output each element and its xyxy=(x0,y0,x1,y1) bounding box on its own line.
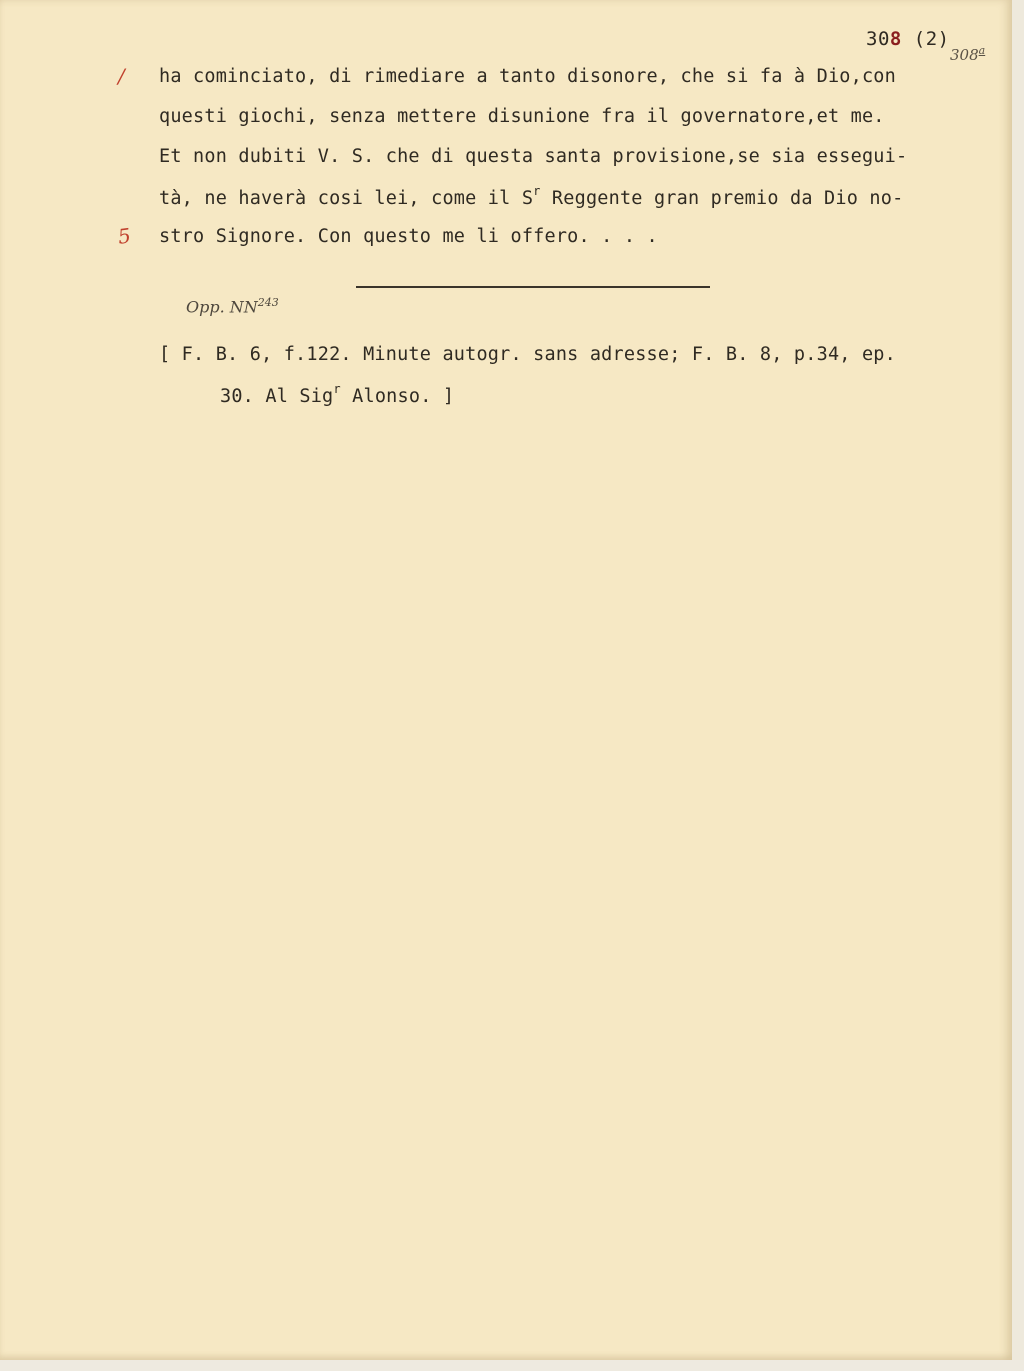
pencil-note-superscript: 243 xyxy=(257,296,279,309)
body-line-1: ha cominciato, di rimediare a tanto disonore, che si fa à Dio,con xyxy=(159,66,896,87)
reference-line-1: [ F. B. 6, f.122. Minute autogr. sans adresse; F. B. 8, p.34, ep. xyxy=(159,344,896,365)
body-line-4-before: tà, ne haverà cosi lei, come il S xyxy=(159,188,534,210)
page-edge-right xyxy=(1012,0,1024,1371)
page-edge-bottom xyxy=(0,1360,1024,1371)
reference-line-2-before: 30. Al Sig xyxy=(220,386,334,408)
reference-line-2-superscript: r xyxy=(333,382,341,396)
reference-line-2-after: Alonso. ] xyxy=(340,386,455,408)
margin-mark-line-1: / xyxy=(118,64,125,88)
body-line-5: stro Signore. Con questo me li offero. . . . xyxy=(159,226,658,247)
body-line-4-superscript: r xyxy=(533,184,541,198)
pencil-note-text: Opp. NN xyxy=(186,297,258,317)
pencil-page-number-value: 308 xyxy=(950,46,979,64)
reference-line-2 xyxy=(220,384,454,407)
pencil-note xyxy=(186,296,279,316)
page-number xyxy=(866,28,950,50)
separator-rule xyxy=(356,286,710,288)
body-line-3: Et non dubiti V. S. che di questa santa provisione,se sia essegui- xyxy=(159,146,908,167)
page-number-prefix: 30 xyxy=(866,28,890,50)
pencil-page-number-suffix: a xyxy=(978,44,986,57)
page-number-suffix: (2) xyxy=(901,28,950,50)
page-number-corrected-digit: 8 xyxy=(889,28,902,50)
pencil-page-number xyxy=(950,44,985,64)
body-line-4-after: Reggente gran premio da Dio no- xyxy=(540,188,904,210)
body-line-4 xyxy=(159,186,903,209)
margin-mark-line-5: 5 xyxy=(116,223,133,249)
body-line-2: questi giochi, senza mettere disunione fra il governatore,et me. xyxy=(159,106,885,127)
